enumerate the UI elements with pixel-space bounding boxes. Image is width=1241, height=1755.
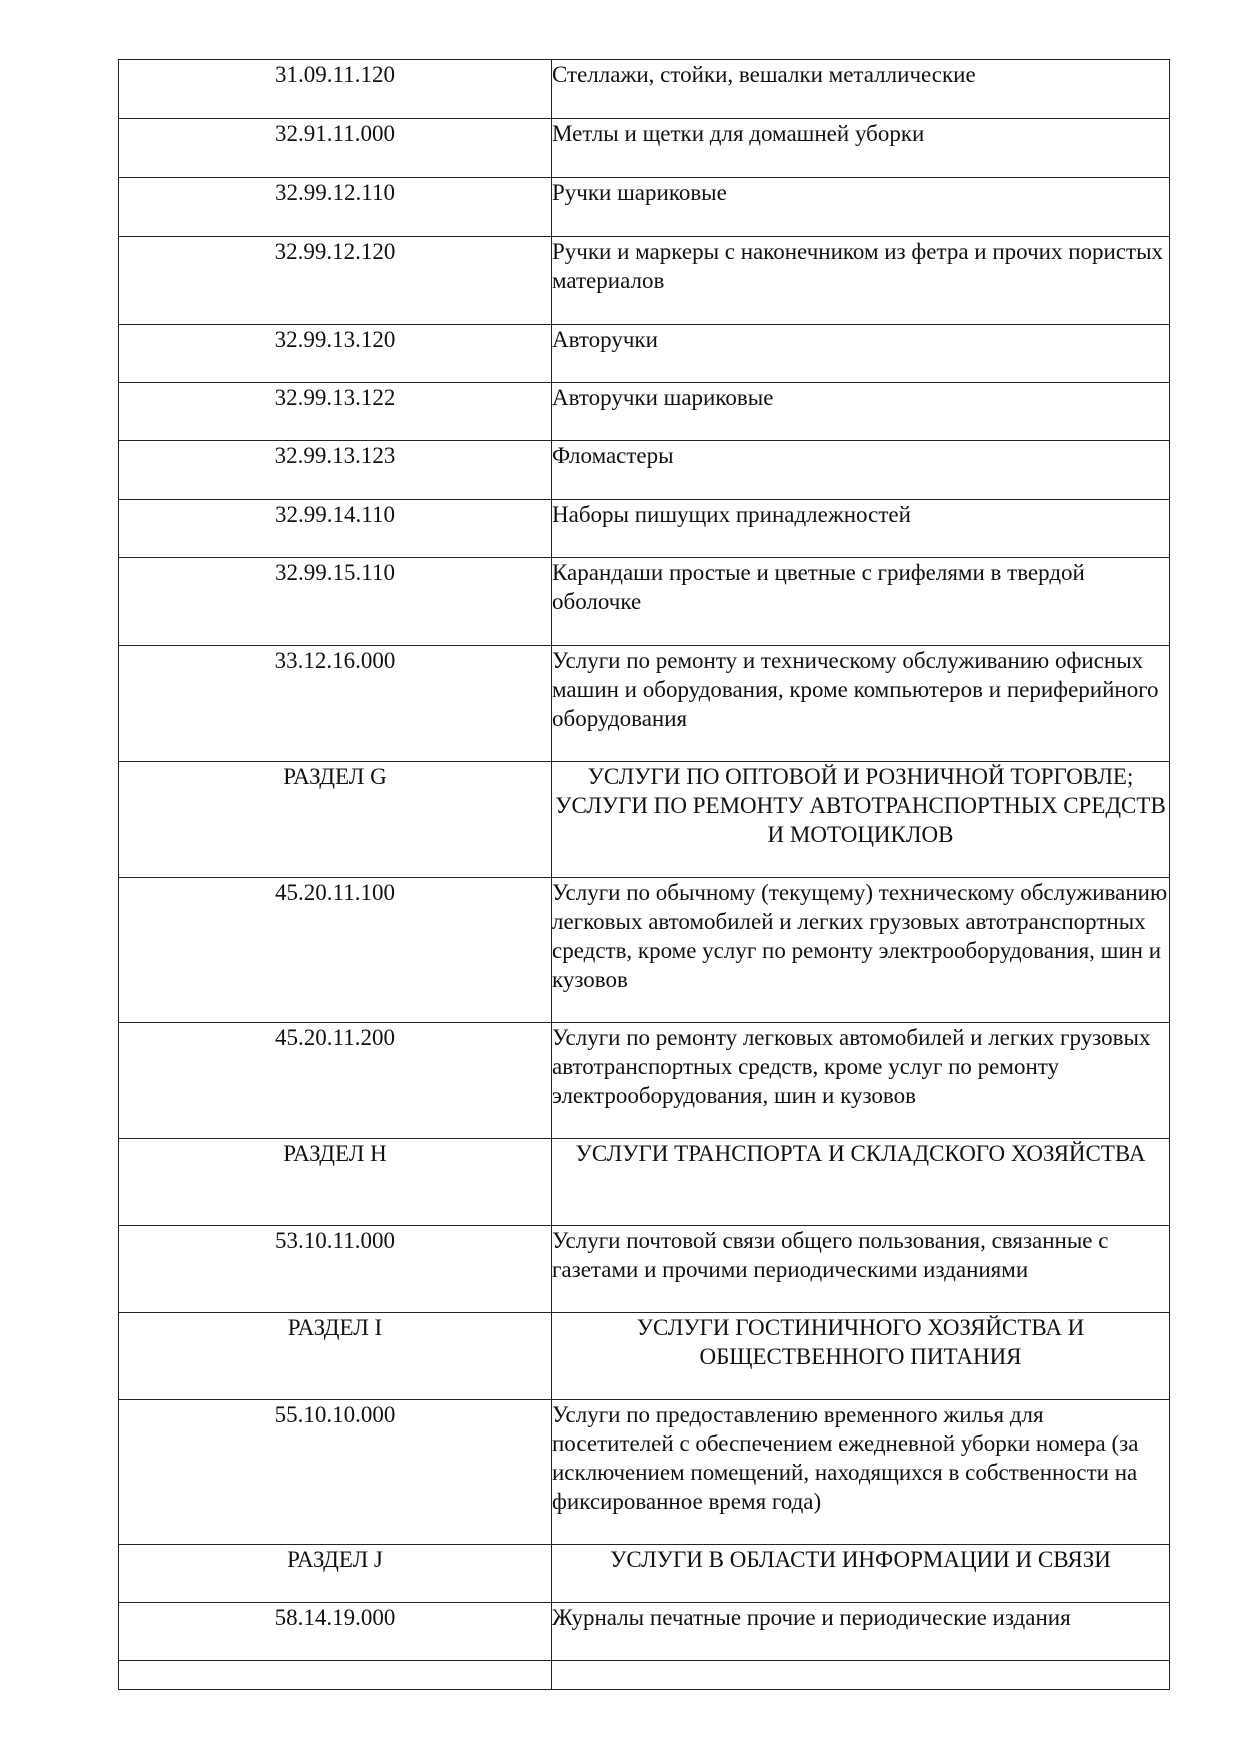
code-cell: 32.99.15.110 bbox=[119, 558, 552, 646]
code-cell: 32.99.13.120 bbox=[119, 325, 552, 383]
classifier-table bbox=[118, 59, 1170, 1690]
blank-row bbox=[119, 1661, 1170, 1690]
description-cell: Фломастеры bbox=[552, 441, 1170, 500]
table-row bbox=[119, 1400, 1170, 1545]
description-cell: Журналы печатные прочие и периодические издания bbox=[552, 1603, 1170, 1661]
code-cell: 45.20.11.200 bbox=[119, 1023, 552, 1139]
table-row bbox=[119, 1023, 1170, 1139]
code-cell: 33.12.16.000 bbox=[119, 646, 552, 762]
section-code-cell: РАЗДЕЛ J bbox=[119, 1545, 552, 1603]
description-cell: Услуги по обычному (текущему) техническому обслуживанию легковых автомобилей и легких грузовых автотранспортных средств, кроме услуг по ремонту электрооборудования, шин и кузовов bbox=[552, 878, 1170, 1023]
description-cell: Наборы пишущих принадлежностей bbox=[552, 500, 1170, 558]
code-cell: 45.20.11.100 bbox=[119, 878, 552, 1023]
code-cell: 55.10.10.000 bbox=[119, 1400, 552, 1545]
table-row bbox=[119, 1226, 1170, 1313]
table-row bbox=[119, 441, 1170, 500]
classifier-table-body bbox=[119, 60, 1170, 1690]
description-cell: Ручки и маркеры с наконечником из фетра и прочих пористых материалов bbox=[552, 237, 1170, 325]
code-cell: 53.10.11.000 bbox=[119, 1226, 552, 1313]
table-row bbox=[119, 646, 1170, 762]
table-row bbox=[119, 178, 1170, 237]
code-cell: 58.14.19.000 bbox=[119, 1603, 552, 1661]
section-row bbox=[119, 1545, 1170, 1603]
code-cell: 32.91.11.000 bbox=[119, 119, 552, 178]
description-cell: Ручки шариковые bbox=[552, 178, 1170, 237]
description-cell: Услуги по ремонту и техническому обслуживанию офисных машин и оборудования, кроме компьютеров и периферийного оборудования bbox=[552, 646, 1170, 762]
table-row bbox=[119, 558, 1170, 646]
code-cell: 31.09.11.120 bbox=[119, 60, 552, 119]
description-cell bbox=[552, 1661, 1170, 1690]
description-cell: Услуги по предоставлению временного жилья для посетителей с обеспечением ежедневной уборки номера (за исключением помещений, находящихся в собственности на фиксированное время года) bbox=[552, 1400, 1170, 1545]
table-row bbox=[119, 500, 1170, 558]
section-title-cell: УСЛУГИ В ОБЛАСТИ ИНФОРМАЦИИ И СВЯЗИ bbox=[552, 1545, 1170, 1603]
description-cell: Карандаши простые и цветные с грифелями в твердой оболочке bbox=[552, 558, 1170, 646]
description-cell: Стеллажи, стойки, вешалки металлические bbox=[552, 60, 1170, 119]
section-code-cell: РАЗДЕЛ I bbox=[119, 1313, 552, 1400]
code-cell: 32.99.13.122 bbox=[119, 383, 552, 441]
table-row bbox=[119, 119, 1170, 178]
table-row bbox=[119, 325, 1170, 383]
table-row bbox=[119, 60, 1170, 119]
code-cell: 32.99.12.110 bbox=[119, 178, 552, 237]
table-row bbox=[119, 383, 1170, 441]
table-row bbox=[119, 878, 1170, 1023]
section-code-cell: РАЗДЕЛ G bbox=[119, 762, 552, 878]
code-cell: 32.99.14.110 bbox=[119, 500, 552, 558]
section-title-cell: УСЛУГИ ГОСТИНИЧНОГО ХОЗЯЙСТВА И ОБЩЕСТВЕННОГО ПИТАНИЯ bbox=[552, 1313, 1170, 1400]
section-row bbox=[119, 762, 1170, 878]
section-row bbox=[119, 1139, 1170, 1226]
description-cell: Услуги почтовой связи общего пользования, связанные с газетами и прочими периодическими изданиями bbox=[552, 1226, 1170, 1313]
description-cell: Метлы и щетки для домашней уборки bbox=[552, 119, 1170, 178]
section-title-cell: УСЛУГИ ТРАНСПОРТА И СКЛАДСКОГО ХОЗЯЙСТВА bbox=[552, 1139, 1170, 1226]
code-cell: 32.99.12.120 bbox=[119, 237, 552, 325]
table-row bbox=[119, 237, 1170, 325]
code-cell bbox=[119, 1661, 552, 1690]
table-row bbox=[119, 1603, 1170, 1661]
description-cell: Авторучки шариковые bbox=[552, 383, 1170, 441]
section-title-cell: УСЛУГИ ПО ОПТОВОЙ И РОЗНИЧНОЙ ТОРГОВЛЕ; УСЛУГИ ПО РЕМОНТУ АВТОТРАНСПОРТНЫХ СРЕДСТВ И МОТОЦИКЛОВ bbox=[552, 762, 1170, 878]
description-cell: Авторучки bbox=[552, 325, 1170, 383]
description-cell: Услуги по ремонту легковых автомобилей и легких грузовых автотранспортных средств, кроме услуг по ремонту электрооборудования, шин и кузовов bbox=[552, 1023, 1170, 1139]
code-cell: 32.99.13.123 bbox=[119, 441, 552, 500]
section-code-cell: РАЗДЕЛ H bbox=[119, 1139, 552, 1226]
section-row bbox=[119, 1313, 1170, 1400]
